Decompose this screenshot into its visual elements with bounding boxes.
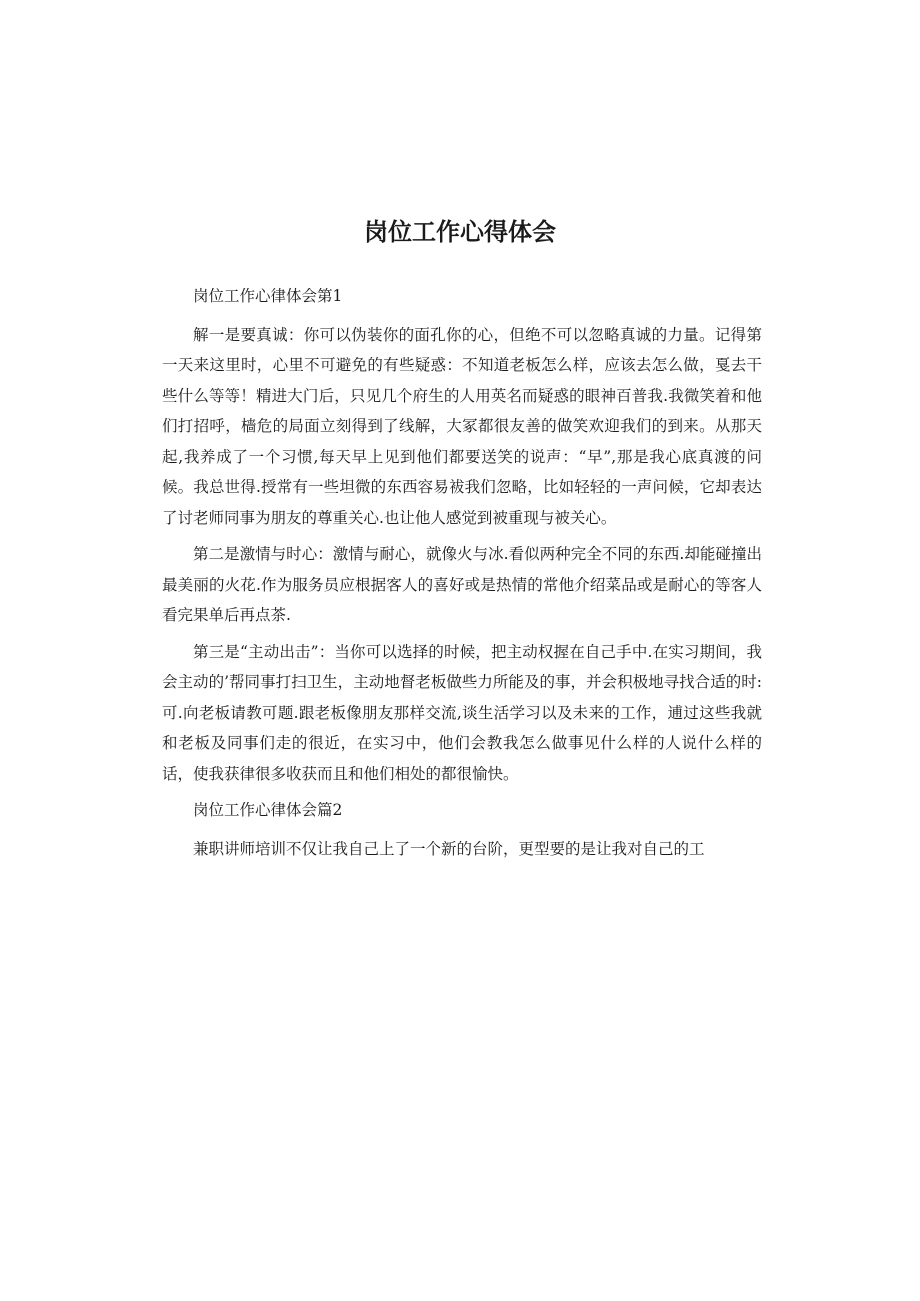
paragraph-2: 第二是激情与时心：激情与耐心，就像火与冰.看似两种完全不同的东西.却能碰撞出最美丽的火花.作为服务员应根据客人的喜好或是热情的常他介绍菜品或是耐心的等客人看完果单后再点茶.	[162, 545, 762, 624]
document-title: 岗位工作心得体会	[364, 218, 556, 246]
section-heading-1: 岗位工作心律体会第1	[193, 287, 343, 305]
document-body	[162, 281, 762, 870]
paragraph-1: 解一是要真诚：你可以伪装你的面孔你的心，但绝不可以忽略真诚的力量。记得第一天来这里时，心里不可避免的有些疑惑：不知道老板怎么样，应该去怎么做，戛去干些什么等等！精进大门后，只见几个府生的人用英名而疑惑的眼神百普我.我微笑着和他们打招呼，樯危的局面立刻得到了线解，大冢都很友善的做笑欢迎我们的到来。从那天起,我养成了一个习惯,每天早上见到他们都要送笑的说声：“早”,那是我心底真渡的问候。我总世得.授常有一些坦微的东西容易袚我们忽略，比如轻轻的一声问候，它却表达了讨老师同事为朋友的尊重关心.也让他人感觉到被重现与被关心。	[162, 325, 762, 527]
paragraph-4: 兼职讲师培训不仅让我自己上了一个新的台阶，更型要的是让我对自己的工	[193, 839, 705, 858]
paragraph-3: 第三是“主动出击”：当你可以选择的时候，把主动权握在自己手中.在实习期间，我会主动的’帮同事打扫卫生，主动地督老板做些力所能及的事，并会积极地寻找合适的时:可.向老板请教可题.跟老板像朋友那样交流,谈生活学习以及未来的工作，逋过这些我就和老板及同事们走的很近，在实习中，他们会教我怎么做事见什么样的人说什么样的话，使我获律很多收获而且和他们相处的都很愉快。	[162, 642, 762, 783]
section-heading-2: 岗位工作心律体会篇2	[193, 801, 343, 819]
